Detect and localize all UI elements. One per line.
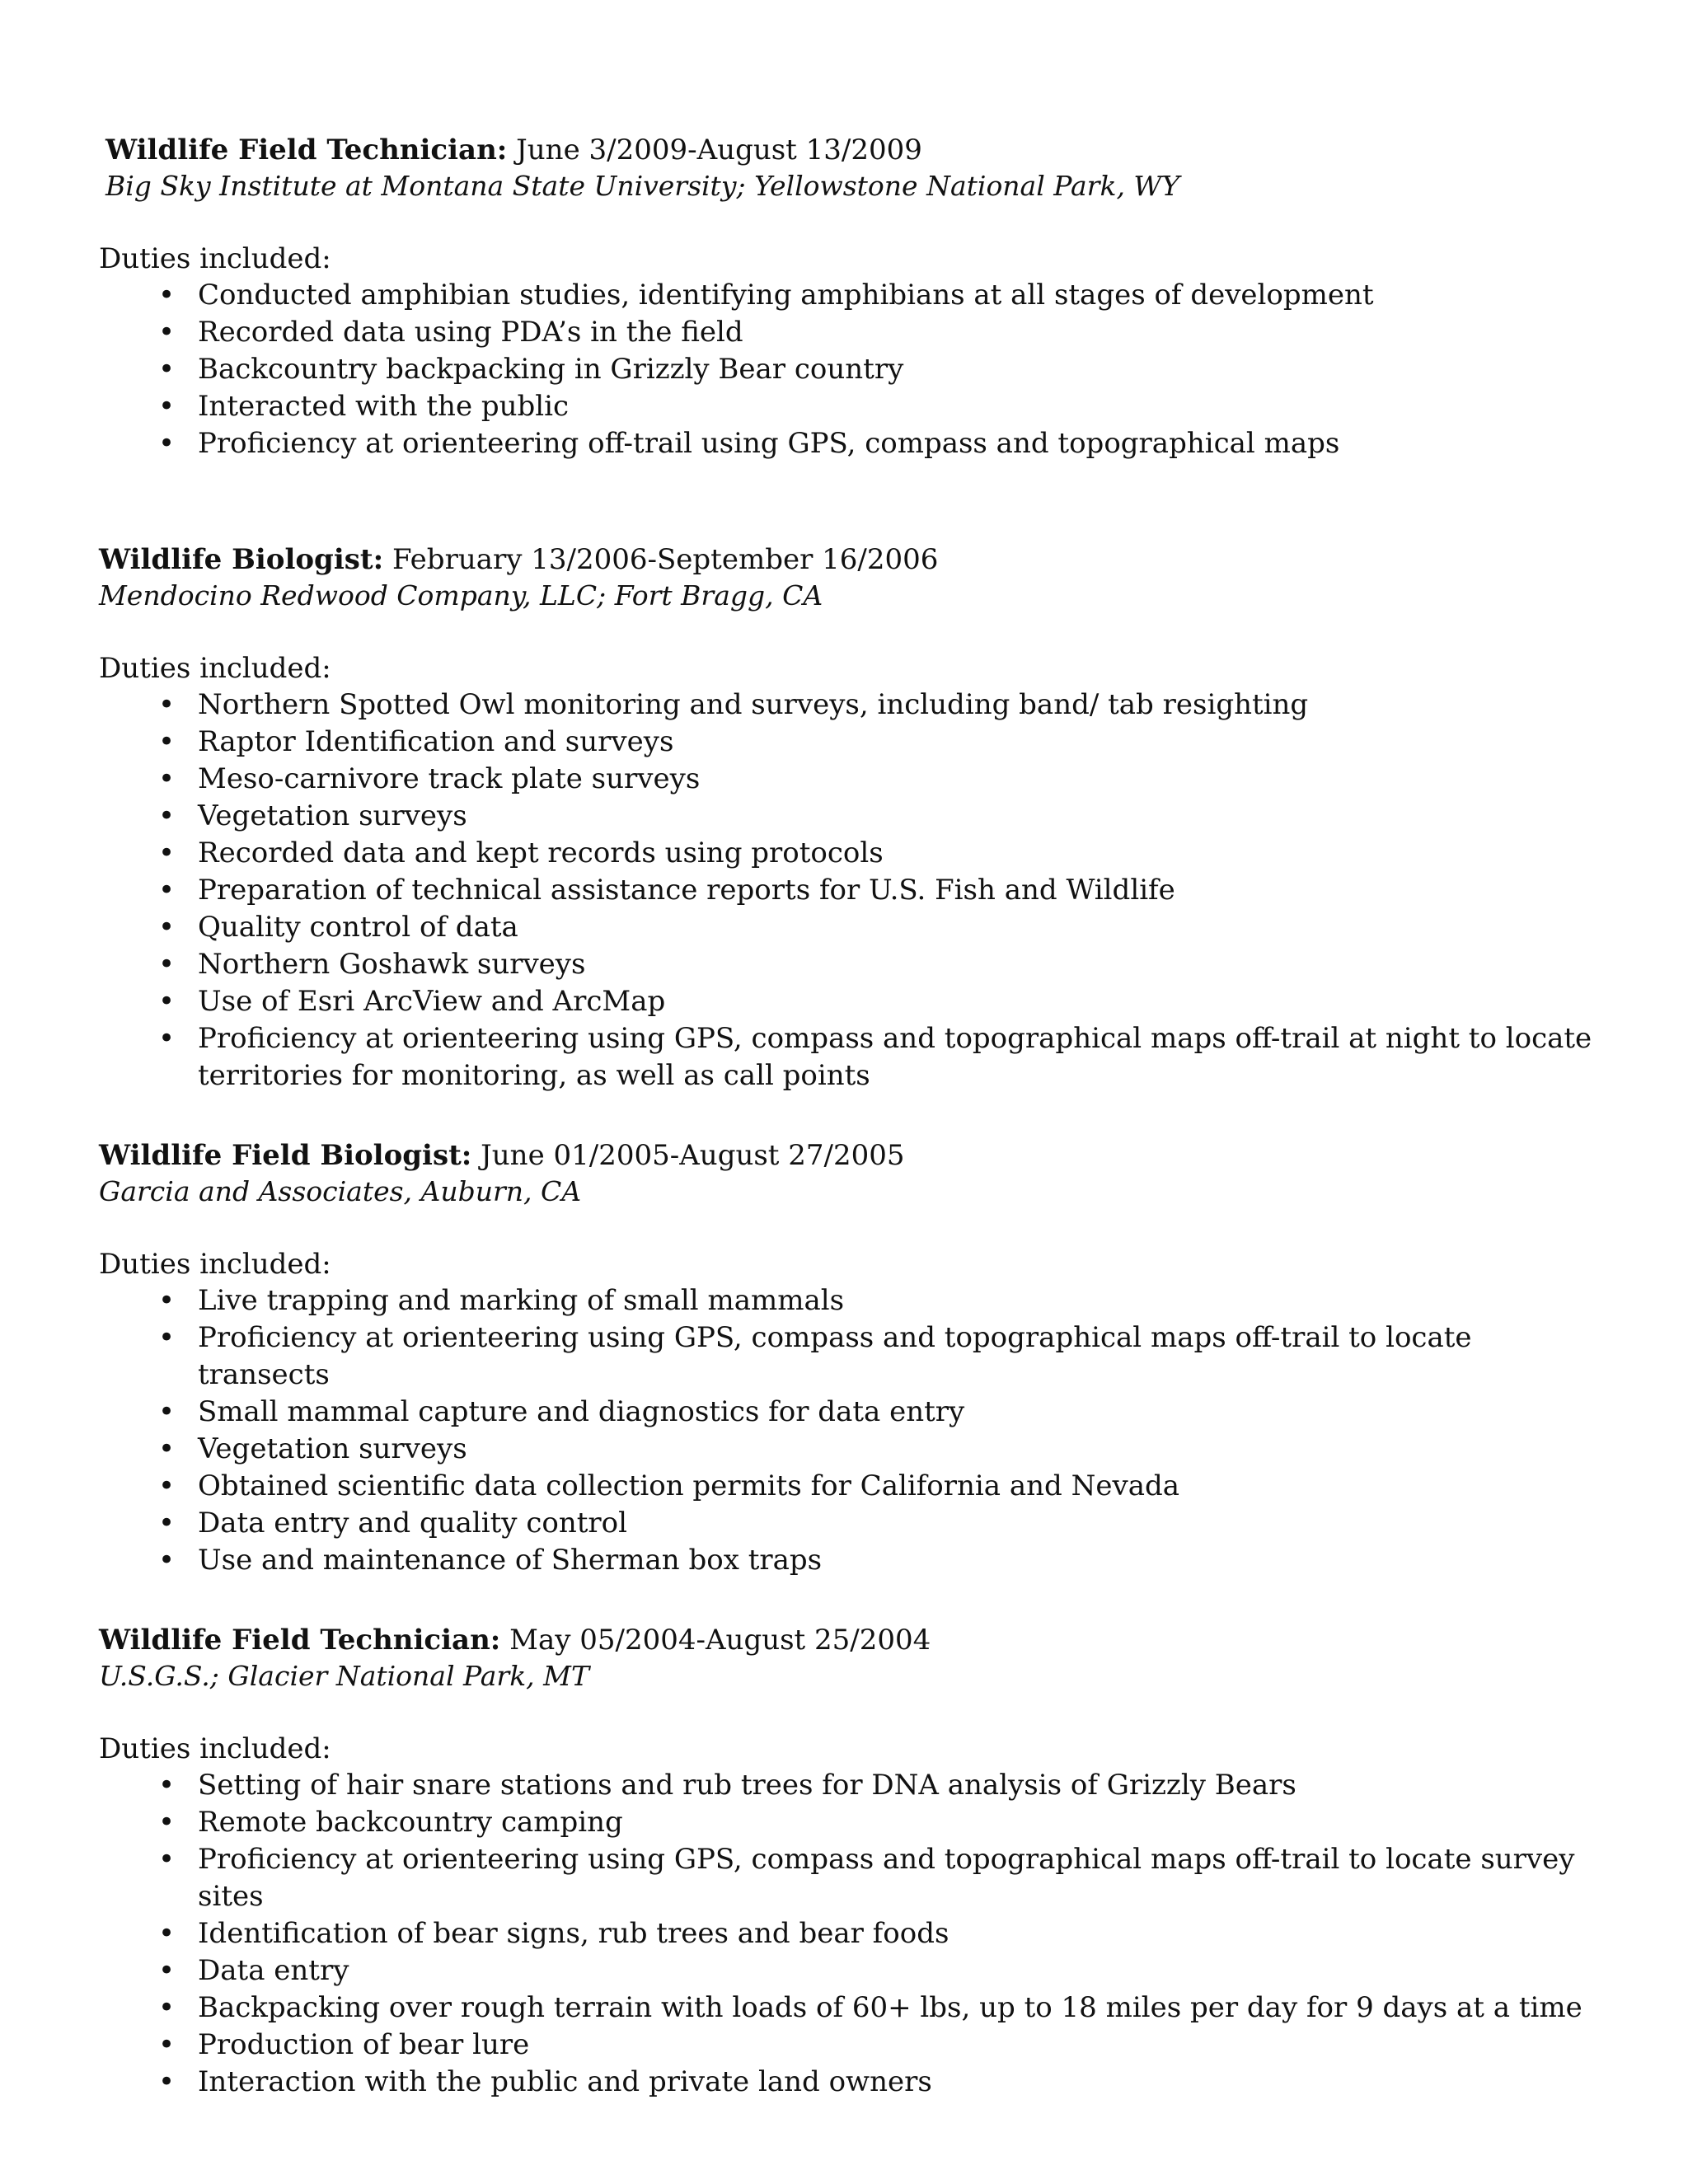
duty-text: Raptor Identification and surveys	[198, 725, 674, 758]
list-item	[99, 835, 1599, 872]
duty-text: Use of Esri ArcView and ArcMap	[198, 985, 666, 1018]
job-heading	[99, 1622, 1599, 1658]
bullet-icon: •	[158, 1806, 176, 1839]
list-item	[99, 425, 1599, 462]
list-item	[99, 1505, 1599, 1542]
list-item	[99, 1468, 1599, 1505]
list-item	[99, 1020, 1599, 1094]
list-item	[99, 798, 1599, 835]
bullet-icon: •	[158, 948, 176, 981]
list-item	[99, 872, 1599, 909]
duty-text: Northern Goshawk surveys	[198, 948, 586, 981]
job-organization: Big Sky Institute at Montana State University; Yellowstone National Park, WY	[106, 170, 1180, 202]
job-title: Wildlife Biologist:	[99, 543, 384, 576]
duty-text: Recorded data and kept records using protocols	[198, 837, 884, 869]
duty-text: Conducted amphibian studies, identifying amphibians at all stages of development	[198, 279, 1374, 312]
job-heading	[99, 541, 1599, 578]
bullet-icon: •	[158, 2065, 176, 2098]
list-item	[99, 1394, 1599, 1431]
bullet-icon: •	[158, 1769, 176, 1802]
duty-text: Identification of bear signs, rub trees and bear foods	[198, 1917, 950, 1950]
duties-label: Duties included:	[99, 1248, 331, 1281]
bullet-icon: •	[158, 353, 176, 386]
duty-text: Setting of hair snare stations and rub trees for DNA analysis of Grizzly Bears	[198, 1769, 1296, 1802]
job-entry	[99, 541, 1599, 1094]
list-item	[99, 314, 1599, 351]
duty-text: Use and maintenance of Sherman box traps	[198, 1544, 823, 1577]
bullet-icon: •	[158, 1954, 176, 1987]
bullet-icon: •	[158, 1469, 176, 1502]
list-item	[99, 351, 1599, 388]
duties-list	[99, 1767, 1599, 2101]
list-item	[99, 1767, 1599, 1804]
duty-text: Live trapping and marking of small mammals	[198, 1284, 845, 1317]
list-item	[99, 1841, 1599, 1915]
duty-text: Backpacking over rough terrain with loads of 60+ lbs, up to 18 miles per day for 9 days at a time	[198, 1991, 1582, 2024]
bullet-icon: •	[158, 1507, 176, 1540]
bullet-icon: •	[158, 799, 176, 832]
duty-text: Preparation of technical assistance reports for U.S. Fish and Wildlife	[198, 874, 1175, 907]
duty-text: Proficiency at orienteering using GPS, compass and topographical maps off-trail to locate transects	[198, 1321, 1472, 1391]
list-item	[99, 1990, 1599, 2027]
list-item	[99, 983, 1599, 1020]
job-heading	[99, 1137, 1599, 1174]
job-dates: May 05/2004-August 25/2004	[509, 1624, 931, 1657]
job-entry	[99, 1622, 1599, 2101]
list-item	[99, 909, 1599, 946]
job-title: Wildlife Field Technician:	[106, 134, 508, 166]
bullet-icon: •	[158, 1843, 176, 1876]
duty-text: Northern Spotted Owl monitoring and surveys, including band/ tab resighting	[198, 688, 1309, 721]
duty-text: Proficiency at orienteering off-trail using GPS, compass and topographical maps	[198, 427, 1340, 460]
duty-text: Vegetation surveys	[198, 1432, 467, 1465]
duty-text: Proficiency at orienteering using GPS, compass and topographical maps off-trail at night to locate territories for monitoring, as well as call points	[198, 1022, 1592, 1092]
duties-label: Duties included:	[99, 652, 331, 685]
duty-text: Data entry	[198, 1954, 349, 1987]
list-item	[99, 1431, 1599, 1468]
bullet-icon: •	[158, 2028, 176, 2061]
list-item	[99, 687, 1599, 724]
duty-text: Small mammal capture and diagnostics for data entry	[198, 1395, 965, 1428]
bullet-icon: •	[158, 725, 176, 758]
bullet-icon: •	[158, 1022, 176, 1055]
list-item	[99, 946, 1599, 983]
bullet-icon: •	[158, 911, 176, 944]
job-organization: Mendocino Redwood Company, LLC; Fort Bragg, CA	[99, 579, 823, 612]
bullet-icon: •	[158, 1284, 176, 1317]
duties-list	[99, 1282, 1599, 1579]
list-item	[99, 2064, 1599, 2101]
duty-text: Interacted with the public	[198, 390, 570, 423]
bullet-icon: •	[158, 316, 176, 349]
list-item	[99, 277, 1599, 314]
duty-text: Production of bear lure	[198, 2028, 530, 2061]
duty-text: Proficiency at orienteering using GPS, compass and topographical maps off-trail to locate survey sites	[198, 1843, 1575, 1913]
job-dates: June 3/2009-August 13/2009	[516, 134, 922, 166]
bullet-icon: •	[158, 279, 176, 312]
bullet-icon: •	[158, 837, 176, 869]
bullet-icon: •	[158, 1991, 176, 2024]
bullet-icon: •	[158, 1395, 176, 1428]
bullet-icon: •	[158, 1432, 176, 1465]
list-item	[99, 724, 1599, 761]
duty-text: Quality control of data	[198, 911, 518, 944]
duties-label: Duties included:	[99, 242, 331, 275]
list-item	[99, 761, 1599, 798]
duty-text: Vegetation surveys	[198, 799, 467, 832]
duty-text: Data entry and quality control	[198, 1507, 627, 1540]
bullet-icon: •	[158, 1321, 176, 1354]
duties-label: Duties included:	[99, 1732, 331, 1765]
job-title: Wildlife Field Technician:	[99, 1624, 501, 1657]
duty-text: Backcountry backpacking in Grizzly Bear country	[198, 353, 904, 386]
duties-list	[99, 687, 1599, 1094]
list-item	[99, 1542, 1599, 1579]
job-dates: February 13/2006-September 16/2006	[392, 543, 939, 576]
job-heading	[99, 132, 1599, 168]
job-organization: Garcia and Associates, Auburn, CA	[99, 1175, 582, 1207]
job-dates: June 01/2005-August 27/2005	[481, 1139, 905, 1172]
resume-page	[99, 132, 1599, 2144]
list-item	[99, 1915, 1599, 1952]
duties-list	[99, 277, 1599, 462]
job-entry	[99, 1137, 1599, 1579]
list-item	[99, 1804, 1599, 1841]
bullet-icon: •	[158, 1544, 176, 1577]
bullet-icon: •	[158, 427, 176, 460]
list-item	[99, 1319, 1599, 1394]
duty-text: Remote backcountry camping	[198, 1806, 623, 1839]
list-item	[99, 1952, 1599, 1990]
bullet-icon: •	[158, 688, 176, 721]
duty-text: Meso-carnivore track plate surveys	[198, 762, 701, 795]
duty-text: Obtained scientific data collection permits for California and Nevada	[198, 1469, 1179, 1502]
list-item	[99, 1282, 1599, 1319]
duty-text: Recorded data using PDA’s in the field	[198, 316, 743, 349]
duty-text: Interaction with the public and private land owners	[198, 2065, 932, 2098]
bullet-icon: •	[158, 762, 176, 795]
bullet-icon: •	[158, 1917, 176, 1950]
list-item	[99, 2027, 1599, 2064]
bullet-icon: •	[158, 390, 176, 423]
job-organization: U.S.G.S.; Glacier National Park, MT	[99, 1660, 589, 1692]
bullet-icon: •	[158, 985, 176, 1018]
job-entry	[99, 132, 1599, 462]
list-item	[99, 388, 1599, 425]
job-title: Wildlife Field Biologist:	[99, 1139, 472, 1172]
bullet-icon: •	[158, 874, 176, 907]
